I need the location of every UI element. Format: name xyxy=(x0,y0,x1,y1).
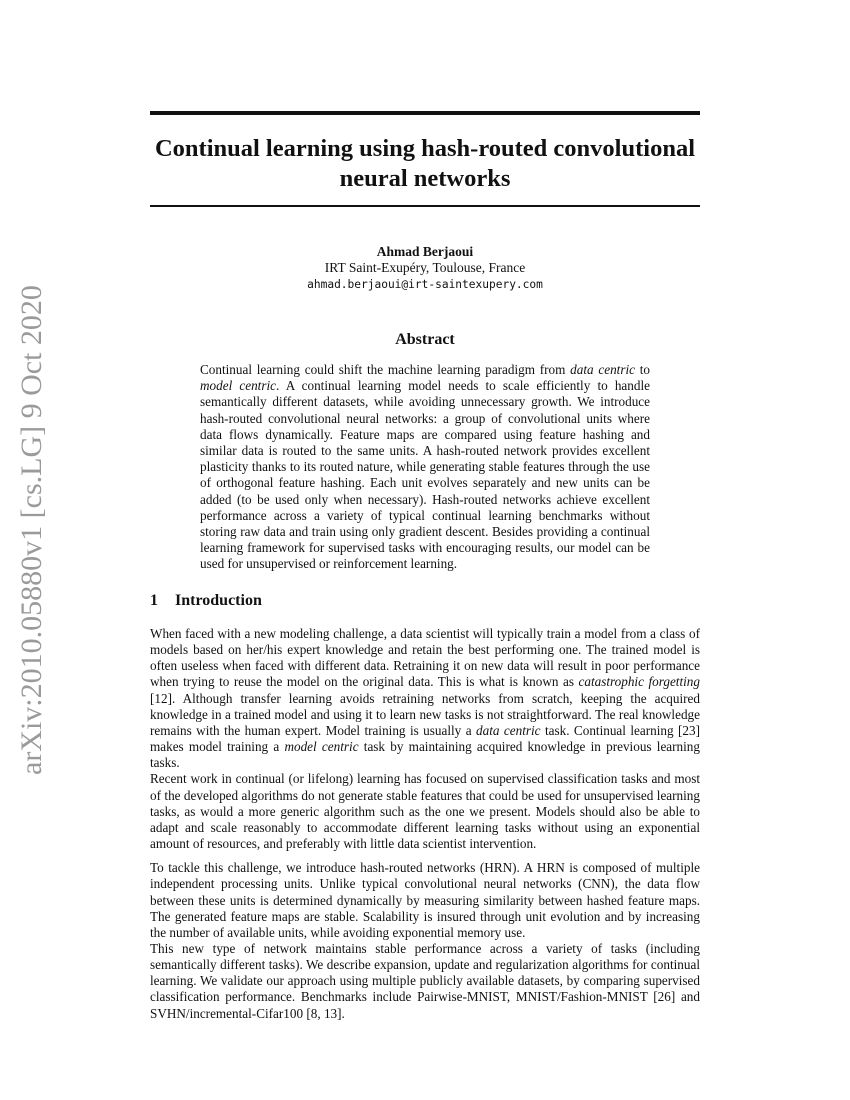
paragraph-text: task. Continual learning [23] makes model training a xyxy=(150,722,700,755)
paragraph: To tackle this challenge, we introduce hash-routed networks (HRN). A HRN is composed of multiple independent processing units. Unlike typical convolutional neural networks (CNN), the data flow between these units is determined dynamically by measuring similarity between hashed feature maps. The generated feature maps are stable. Scalability is insured through unit evolution and by increasing the number of available units, while avoiding exponential memory use. xyxy=(150,860,700,940)
emphasis: data centric xyxy=(476,722,541,738)
section-heading-introduction xyxy=(150,591,700,611)
abstract-text: . A continual learning model needs to scale efficiently to handle semantically different datasets, while avoiding unnecessary growth. We introduce hash-routed convolutional neural networks: a group of convolutional units where data flows dynamically. Feature maps are compared using feature hashing and similar data is routed to the same units. A hash-routed network provides excellent plasticity thanks to its routed nature, while generating stable features through the use of orthogonal feature hashing. Each unit evolves separately and new units can be added (to be used only when necessary). Hash-routed networks achieve excellent performance across a variety of typical continual learning benchmarks without storing raw data and train using only gradient descent. Besides providing a continual learning framework for supervised tasks with encouraging results, our model can be used for unsupervised or reinforcement learning. xyxy=(200,378,650,572)
section-number: 1 xyxy=(150,592,158,609)
author-affiliation: IRT Saint-Exupéry, Toulouse, France xyxy=(324,260,526,275)
paragraph-text: [12]. Although transfer learning avoids retraining networks from scratch, keeping the acquired knowledge in a trained model and using it to learn new tasks is not straightforward. The real knowledge remains with the human expert. Model training is usually a xyxy=(150,690,700,738)
author-block xyxy=(150,244,700,293)
arxiv-identifier-stamp: arXiv:2010.05880v1 [cs.LG] 9 Oct 2020 xyxy=(15,285,48,775)
emphasis: catastrophic forgetting xyxy=(578,674,700,690)
section-title: Introduction xyxy=(175,592,262,609)
abstract-emphasis: data centric xyxy=(570,362,635,377)
abstract-body xyxy=(200,362,650,573)
abstract-emphasis: model centric xyxy=(200,378,276,394)
paragraph: This new type of network maintains stable performance across a variety of tasks (including semantically different tasks). We describe expansion, update and regularization algorithms for continual learning. We validate our approach using multiple publicly available datasets, by comparing supervised classification performance. Benchmarks include Pairwise-MNIST, MNIST/Fashion-MNIST [26] and SVHN/incremental-Cifar100 [8, 13]. xyxy=(150,940,700,1021)
paper-title: Continual learning using hash-routed convolutional neural networks xyxy=(154,135,696,192)
paragraph: Recent work in continual (or lifelong) learning has focused on supervised classification tasks and most of the developed algorithms do not generate stable features that could be used for unsupervised learning tasks, as would a more generic algorithm such as the one we present. Models should also be able to adapt and scale reasonably to accommodate different learning tasks without using an exponential amount of resources, and preferably with little data scientist intervention. xyxy=(150,771,700,852)
author-name: Ahmad Berjaoui xyxy=(376,244,474,259)
author-email: ahmad.berjaoui@irt-saintexupery.com xyxy=(307,278,543,291)
paragraph-text: When faced with a new modeling challenge, a data scientist will typically train a model from a class of models based on her/his expert knowledge and retain the best performing one. The trained model is often useless when faced with different data. Retraining it on new data will result in poor performance when trying to reuse the model on the original data. This is what is known as xyxy=(150,626,700,690)
paragraph xyxy=(150,626,700,771)
abstract-text: to xyxy=(634,362,650,377)
introduction-body xyxy=(150,626,700,1022)
title-bottom-rule xyxy=(150,205,700,207)
paragraph-text: task by maintaining acquired knowledge in previous learning tasks. xyxy=(150,739,700,771)
title-top-rule xyxy=(150,111,700,115)
emphasis: model centric xyxy=(284,739,359,755)
abstract-text: Continual learning could shift the machine learning paradigm from xyxy=(200,362,571,377)
abstract-heading: Abstract xyxy=(395,331,455,348)
